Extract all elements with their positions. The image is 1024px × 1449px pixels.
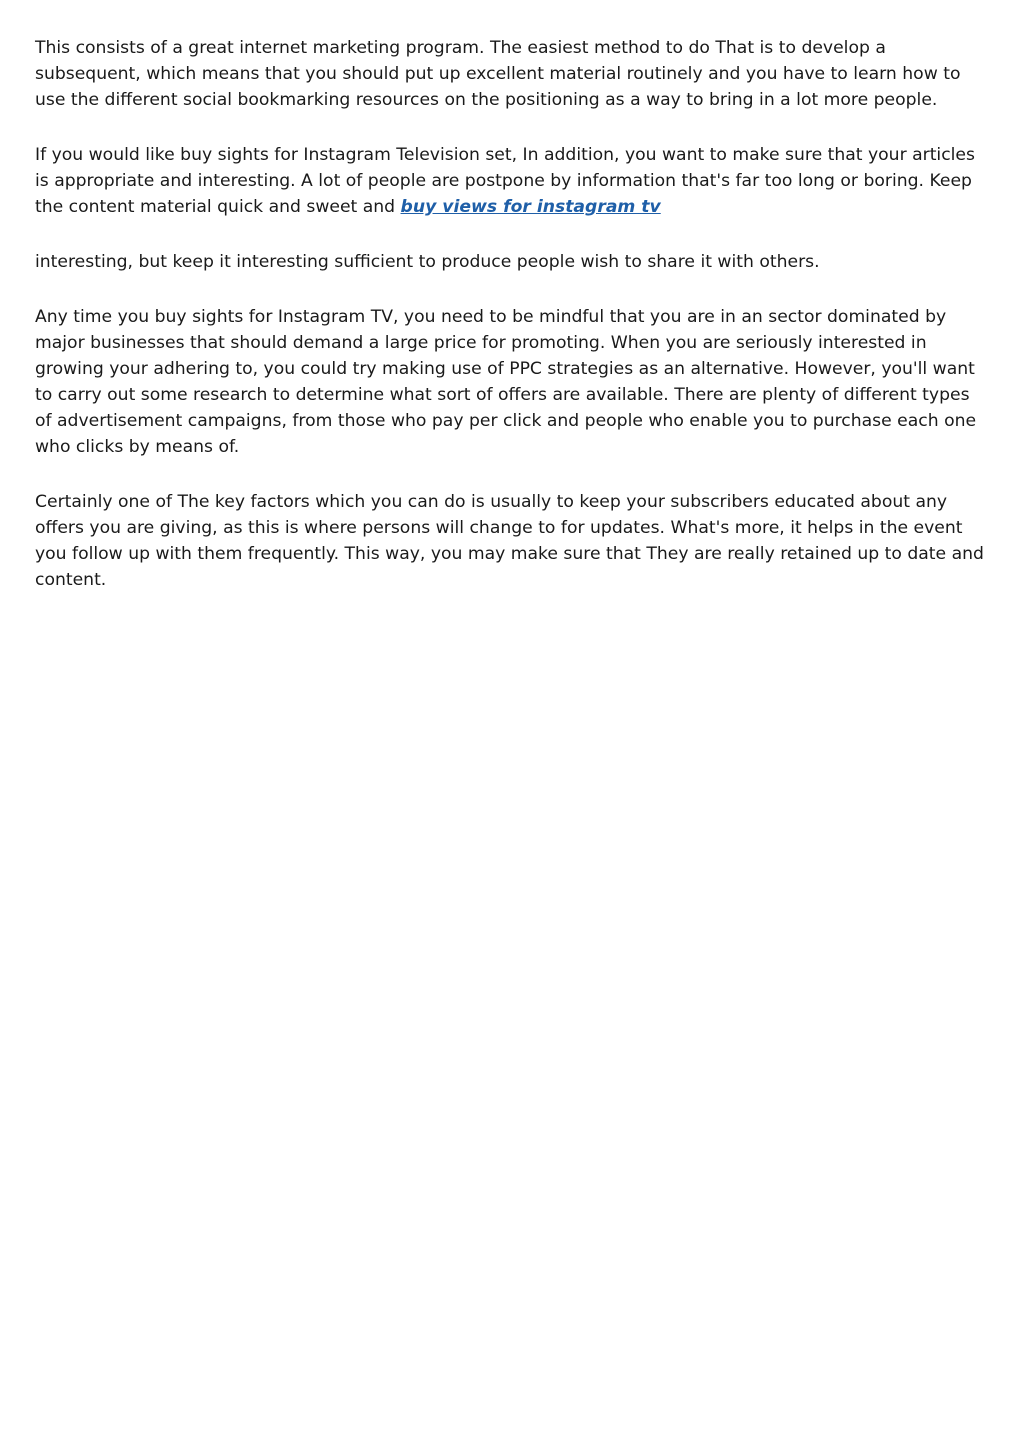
paragraph-2-text: If you would like buy sights for Instagram Television set, In addition, you want to make sure that your articles is appropriate and interesting. A lot of people are postpone by information that's far too long or boring. Keep the content material quick and sweet and	[35, 145, 975, 217]
buy-views-link[interactable]: buy views for instagram tv	[400, 197, 661, 217]
paragraph-4: Any time you buy sights for Instagram TV, you need to be mindful that you are in an sector dominated by major businesses that should demand a large price for promoting. When you are seriously interested in growing your adhering to, you could try making use of PPC strategies as an alternative. However, you'll want to carry out some research to determine what sort of offers are available. There are plenty of different types of advertisement campaigns, from those who pay per click and people who enable you to purchase each one who clicks by means of.	[35, 307, 977, 457]
paragraph-2	[35, 142, 985, 220]
document-page	[35, 35, 985, 622]
paragraph-5: Certainly one of The key factors which you can do is usually to keep your subscribers educated about any offers you are giving, as this is where persons will change to for updates. What's more, it helps in the event you follow up with them frequently. This way, you may make sure that They are really retained up to date and content.	[35, 492, 984, 590]
paragraph-3: interesting, but keep it interesting sufficient to produce people wish to share it with others.	[35, 252, 820, 272]
paragraph-1: This consists of a great internet marketing program. The easiest method to do That is to develop a subsequent, which means that you should put up excellent material routinely and you have to learn how to use the different social bookmarking resources on the positioning as a way to bring in a lot more people.	[35, 38, 961, 110]
